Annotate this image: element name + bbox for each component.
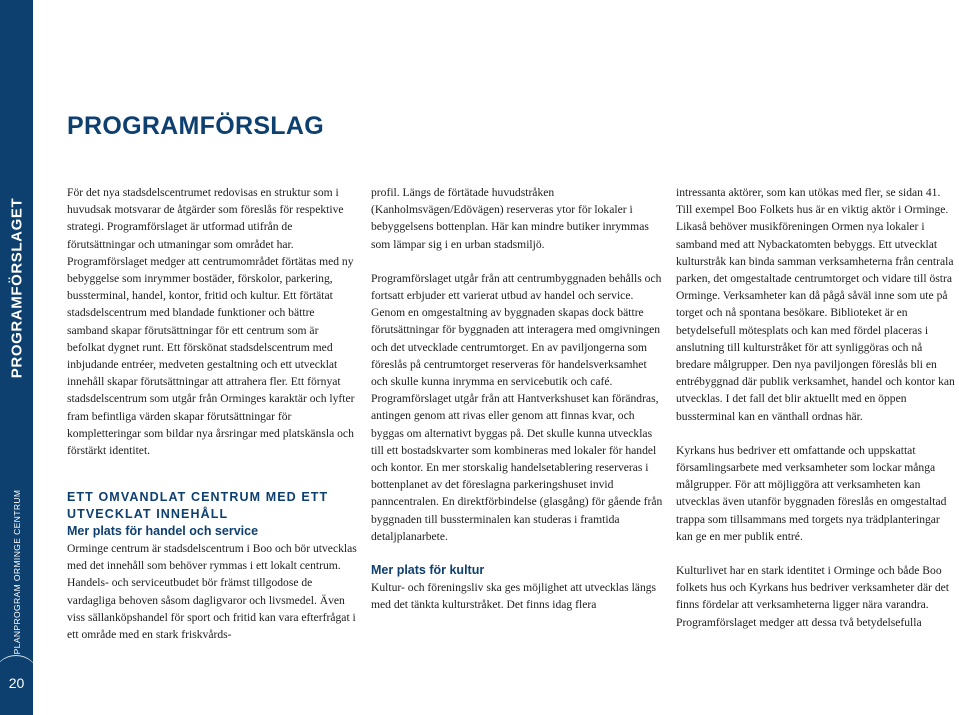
- column-3: [676, 184, 958, 631]
- subheading-handel: Mer plats för handel och service: [67, 524, 259, 538]
- section-title: PROGRAMFÖRSLAGET: [8, 197, 26, 379]
- paragraph-handel: Orminge centrum är stadsdelscentrum i Boo och bör utvecklas med det innehåll som behöver rymmas i ett lokalt centrum. Handels- och serviceutbudet bör främst tillgodose de vardagliga behoven såsom dagligvaror och livsmedel. Även viss sällanköpshandel för sport och fritid kan vara efterfrågat i ett område med en stark friskvårds-: [67, 542, 357, 642]
- paragraph-aktorer: intressanta aktörer, som kan utökas med fler, se sidan 41. Till exempel Boo Folkets hus är en viktig aktör i Orminge. Likaså behöver musikföreningen Ormen nya lokaler i samband med att Nybackatomten bebyggs. Ett utvecklat kulturstråk kan binda samman verksamheterna från centrala parken, det omgestaltade centrumtorget och vidare till östra Orminge. Verksamheter kan då pågå såväl inne som ute på torget och nå spontana besökare. Biblioteket är en betydelsefull mötesplats och kan med fördel placeras i anslutning till kulturstråket för att synliggöras och nå bredare målgrupper. Den nya paviljongen föreslås bli en entrébyggnad där publik verksamhet, handel och kontor kan utvecklas. I det fall det blir aktuellt med en öppen bussterminal kan en vänthall ordnas här.: [676, 186, 955, 423]
- paragraph-kyrkans-hus: Kyrkans hus bedriver ett omfattande och uppskattat församlingsarbete med verksamheter som lockar många målgrupper. För att möjliggöra att verksamheten kan utvecklas även utanför byggnaden föreslås en omgestaltad trappa som tillsammans med torgets nya trädplanteringar kan ge en mer publik entré.: [676, 443, 947, 543]
- page-title: PROGRAMFÖRSLAG: [67, 112, 324, 140]
- paragraph-profil: profil. Längs de förtätade huvudstråken (Kanholmsvägen/Edövägen) reserveras ytor för lokaler i bebyggelsens bottenplan. Här kan mindre butiker inrymmas som lämpar sig i en urban stadsmiljö.: [371, 186, 649, 251]
- paragraph-kulturlivet: Kulturlivet har en stark identitet i Orminge och både Boo folkets hus och Kyrkans hus bedriver verksamheter där det finns fördelar att verksamheterna ligger nära varandra. Programförslaget medger att dessa två betydelsefulla: [676, 564, 950, 629]
- document-subtitle: PLANPROGRAM ORMINGE CENTRUM: [12, 489, 22, 655]
- section-block: [67, 489, 357, 643]
- paragraph-kultur: Kultur- och föreningsliv ska ges möjlighet att utvecklas längs med det tänkta kulturstråket. Det finns idag flera: [371, 581, 657, 612]
- column-2: [371, 184, 663, 613]
- sidebar: [0, 0, 33, 715]
- page-number: 20: [8, 675, 25, 691]
- subheading-kultur: Mer plats för kultur: [371, 563, 485, 578]
- section-heading: ETT OMVANDLAT CENTRUM MED ETT UTVECKLAT INNEHÅLL: [67, 490, 329, 521]
- intro-paragraph: För det nya stadsdelscentrumet redovisas en struktur som i huvudsak motsvarar de åtgärder som föreslås för respektive strategi. Programförslaget är utformad utifrån de förutsättningar och utmaningar som området har. Programförslaget medger att centrumområdet förtätas med ny bebyggelse som inrymmer bostäder, förskolor, parkering, bussterminal, handel, kontor, fritid och kultur. Ett förtätat stadsdelscentrum med blandade funktioner och bättre samband skapar förutsättningar för ett centrum som är befolkat dygnet runt. Ett förskönat stadsdelscentrum med inbjudande entréer, medveten gestaltning och ett utvecklat innehåll skapar förutsättningar att attrahera fler. Ett förnyat stadsdelscentrum som utgår från Orminges karaktär och lyfter fram befintliga värden skapar förutsättningar för kompletteringar som bildar nya årsringar med platskänsla och förstärkt identitet.: [67, 186, 355, 458]
- paragraph-centrumbyggnad: Programförslaget utgår från att centrumbyggnaden behålls och fortsatt erbjuder ett varierat utbud av handel och service. Genom en omgestaltning av byggnaden skapas dock bättre förutsättningar för byggnaden att interagera med omgivningen och det utvecklade centrumtorget. En av paviljongerna som föreslås på centrumtorget reserveras för handelsverksamhet och skulle kunna inrymma en servicebutik och café. Programförslaget utgår från att Hantverkshuset kan förändras, antingen genom att rivas eller genom att finnas kvar, och byggas om alternativt byggas på. Det skulle kunna utvecklas till ett bostadskvarter som kombineras med lokaler för handel och kontor. En mer storskalig handelsetablering reserveras i bottenplanet av det föreslagna parkeringshuset invid panncentralen. En direktförbindelse (glasgång) för gående från byggnaden till bussterminalen kan studeras i framtida detaljplanarbete.: [371, 271, 663, 543]
- column-1: [67, 184, 357, 459]
